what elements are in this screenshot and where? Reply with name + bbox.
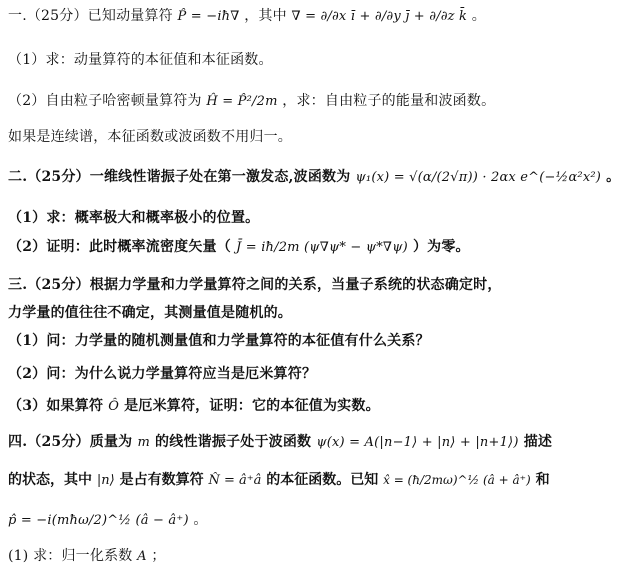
q1-item2-line bbox=[8, 91, 496, 112]
q4-line2 bbox=[8, 470, 550, 491]
q4-n-op: N̂ = â⁺â bbox=[208, 473, 262, 488]
q2-formula: ψ₁(x) = √(α/(2√π)) · 2αx e^(−½α²x²) bbox=[355, 170, 602, 185]
q1-heading-line bbox=[8, 6, 486, 27]
q1-note: 如果是连续谱，本征函数或波函数不用归一。 bbox=[8, 129, 292, 145]
q4-item1-end: ； bbox=[151, 548, 166, 564]
q4-line2-mid2: 的本征函数。已知 bbox=[266, 472, 379, 488]
q1-item2-pre: （2）自由粒子哈密顿量算符为 bbox=[8, 93, 202, 109]
q4-wave: ψ(x) = A(|n−1⟩ + |n⟩ + |n+1⟩) bbox=[316, 435, 519, 450]
q1-item2-post: ，求：自由粒子的能量和波函数。 bbox=[282, 93, 496, 109]
q4-line3 bbox=[8, 510, 475, 531]
q3-line2: 力学量的值往往不确定，其测量值是随机的。 bbox=[8, 305, 292, 321]
q2-item2-post: ）为零。 bbox=[412, 239, 470, 255]
q3-item1: （1）问：力学量的随机测量值和力学量算符的本征值有什么关系？ bbox=[8, 333, 430, 349]
q3-item3-pre: （3）如果算符 bbox=[8, 398, 104, 414]
q1-item1: （1）求：动量算符的本征值和本征函数。 bbox=[8, 52, 273, 68]
q4-heading-post: 描述 bbox=[523, 434, 553, 450]
q3-item3-post: 是厄米算符，证明：它的本征值为实数。 bbox=[124, 398, 380, 414]
q1-formula-nabla: ∇ = ∂/∂x ī + ∂/∂y j̄ + ∂/∂z k̄ bbox=[291, 9, 468, 24]
q1-item2-formula: Ĥ = P̂²/2m bbox=[206, 94, 278, 109]
q4-line2-mid: 是占有数算符 bbox=[119, 472, 204, 488]
q2-item1: （1）求：概率极大和概率极小的位置。 bbox=[8, 210, 260, 226]
q1-heading: 一.（25分）已知动量算符 bbox=[8, 8, 173, 24]
q4-ket: |n⟩ bbox=[96, 473, 115, 488]
q4-m: m bbox=[137, 435, 150, 450]
q4-line2-post: 和 bbox=[535, 472, 550, 488]
q4-line3-end: 。 bbox=[193, 512, 208, 528]
q4-line2-pre: 的状态，其中 bbox=[8, 472, 92, 488]
q1-formula-p: P̂ = −iħ∇ bbox=[177, 9, 240, 24]
q2-end: 。 bbox=[606, 169, 620, 185]
q2-item2-pre: （2）证明：此时概率流密度矢量（ bbox=[8, 239, 231, 255]
q3-item2: （2）问：为什么说力学量算符应当是厄米算符？ bbox=[8, 366, 317, 382]
q2-heading: 二.（25分）一维线性谐振子处在第一激发态,波函数为 bbox=[8, 169, 351, 185]
q4-p-op: p̂ = −i(mħω/2)^½ (â − â⁺) bbox=[8, 513, 189, 528]
q1-mid: ，其中 bbox=[244, 8, 287, 24]
q4-item1-line bbox=[8, 546, 475, 567]
q2-heading-line bbox=[8, 167, 620, 188]
q3-item3-formula: Ô bbox=[108, 399, 120, 414]
q4-item1-a: A bbox=[137, 549, 147, 564]
q4-x-op: x̂ = (ħ/2mω)^½ (â + â⁺) bbox=[383, 473, 531, 487]
q3-line1: 三.（25分）根据力学量和力学量算符之间的关系，当量子系统的状态确定时， bbox=[8, 277, 502, 293]
q2-item2-formula: J̄ = iħ/2m (ψ∇ψ* − ψ*∇ψ) bbox=[236, 240, 408, 255]
q1-end: 。 bbox=[471, 8, 486, 24]
q4-heading-mid: 的线性谐振子处于波函数 bbox=[155, 434, 312, 450]
q2-item2-line bbox=[8, 237, 475, 258]
q3-item3-line bbox=[8, 396, 475, 417]
q4-heading-line bbox=[8, 432, 553, 453]
q4-item1: (1) 求：归一化系数 bbox=[8, 548, 133, 564]
q4-heading-pre: 四.（25分）质量为 bbox=[8, 434, 133, 450]
